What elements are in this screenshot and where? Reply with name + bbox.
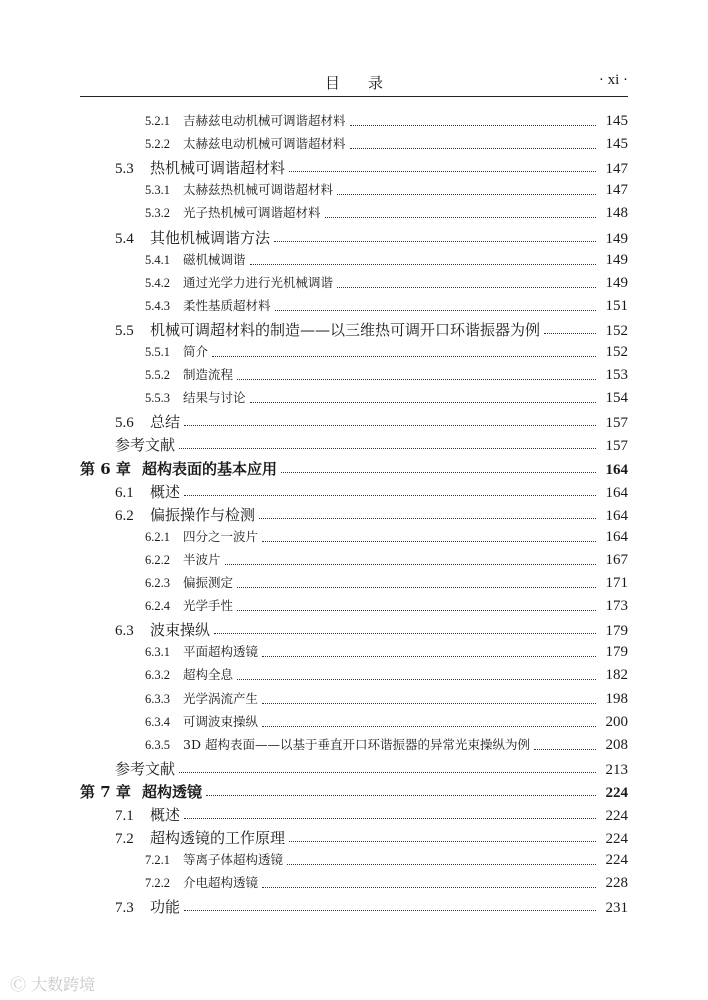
toc-entry-page: 164 <box>605 461 628 478</box>
toc-leader-dots <box>289 160 596 172</box>
toc-entry-number: 5.5.3 <box>145 391 170 406</box>
toc-entry-title: 功能 <box>150 898 181 917</box>
toc-entry-title: 半波片 <box>183 551 221 567</box>
toc-entry-number: 6.3.2 <box>145 668 170 683</box>
toc-entry-page: 208 <box>605 736 628 753</box>
toc-entry <box>0 365 628 387</box>
toc-entry-page: 198 <box>605 690 628 707</box>
toc-entry-title: 超构表面的基本应用 <box>142 459 278 478</box>
toc-entry-page: 224 <box>605 852 628 869</box>
toc-entry-title: 超构全息 <box>183 667 234 683</box>
toc-entry-page: 147 <box>605 161 628 178</box>
toc-entry-number: 7.3 <box>115 900 134 917</box>
toc-entry <box>0 203 628 225</box>
toc-entry-number: 5.4.2 <box>145 275 170 290</box>
toc-entry-number: 7.1 <box>115 808 134 824</box>
toc-entry-title: 超构透镜的工作原理 <box>150 829 286 848</box>
toc-entry-title: 其他机械调谐方法 <box>150 228 271 247</box>
page-number: · xi · <box>598 72 628 88</box>
toc-entry <box>0 388 628 410</box>
toc-entry-number: 6.2 <box>115 507 134 524</box>
toc-entry-number: 6.3.1 <box>145 645 170 660</box>
toc-leader-dots <box>184 807 596 819</box>
toc-entry <box>0 804 628 826</box>
toc-entry-number: 5.4.1 <box>145 252 170 267</box>
toc-entry-number: 6.3.4 <box>145 714 170 729</box>
toc-entry <box>0 296 628 318</box>
toc-entry <box>0 642 628 664</box>
toc-entry-title: 简介 <box>183 344 209 359</box>
toc-entry <box>0 250 628 272</box>
toc-entry <box>0 665 628 687</box>
toc-entry <box>0 712 628 734</box>
toc-leader-dots <box>544 322 596 334</box>
toc-entry-number: 5.5 <box>115 322 134 339</box>
toc-entry-page: 149 <box>605 251 628 268</box>
toc-entry-title: 热机械可调谐超材料 <box>150 159 286 178</box>
watermark-text: 大数跨境 <box>31 975 96 994</box>
toc-entry-title: 机械可调超材料的制造——以三维热可调开口环谐振器为例 <box>150 320 541 339</box>
toc-entry-page: 164 <box>605 507 628 524</box>
toc-entry <box>0 689 628 711</box>
toc-entry-number: 6.1 <box>115 484 134 501</box>
toc-entry-page: 228 <box>605 875 628 892</box>
toc-entry-page: 145 <box>605 113 628 129</box>
toc-entry <box>0 850 628 872</box>
toc-entry-title: 四分之一波片 <box>183 528 259 544</box>
toc-entry-title: 超构透镜 <box>142 782 203 801</box>
toc-entry-page: 182 <box>605 667 628 684</box>
toc-entry-page: 154 <box>605 390 628 407</box>
toc-leader-dots <box>262 530 596 542</box>
toc-leader-dots <box>262 876 596 888</box>
watermark-icon: Ⓒ <box>10 975 27 994</box>
toc-entry <box>0 411 628 433</box>
toc-leader-dots <box>262 692 596 704</box>
toc-entry-page: 171 <box>605 575 628 591</box>
toc-entry <box>0 573 628 595</box>
toc-entry-title: 概述 <box>150 482 181 501</box>
toc-entry-title: 参考文献 <box>115 759 176 778</box>
watermark <box>10 972 95 995</box>
toc-entry-title: 光学涡流产生 <box>183 690 259 706</box>
toc-entry <box>0 596 628 618</box>
toc-entry-number: 5.3.1 <box>145 183 170 198</box>
toc-leader-dots <box>237 576 596 588</box>
toc-leader-dots <box>206 784 596 796</box>
toc-entry-number: 7.2.2 <box>145 876 170 891</box>
toc-entry-title: 柔性基质超材料 <box>183 297 271 313</box>
toc-entry-page: 153 <box>605 367 628 384</box>
toc-leader-dots <box>179 437 596 449</box>
toc-entry <box>0 758 628 780</box>
toc-leader-dots <box>337 183 596 195</box>
toc-leader-dots <box>237 368 596 380</box>
toc-entry-number: 5.4 <box>115 230 134 247</box>
toc-leader-dots <box>325 206 596 218</box>
toc-entry <box>0 504 628 526</box>
toc-entry-page: 151 <box>605 297 628 314</box>
toc-leader-dots <box>262 645 596 657</box>
toc-entry-page: 213 <box>605 761 628 778</box>
toc-entry-number: 6.2.4 <box>145 599 170 614</box>
toc-leader-dots <box>212 345 596 357</box>
toc-entry-number: 6.2.1 <box>145 529 170 544</box>
toc-leader-dots <box>184 414 596 426</box>
page-header <box>80 70 628 97</box>
toc-entry-title: 太赫兹电动机械可调谐超材料 <box>183 136 346 152</box>
toc-entry-title: 参考文献 <box>115 436 176 455</box>
toc-entry-page: 157 <box>605 415 628 432</box>
toc-leader-dots <box>250 391 596 403</box>
toc-entry-title: 通过光学力进行光机械调谐 <box>183 274 334 290</box>
toc-entry <box>0 342 628 364</box>
toc-entry-page: 231 <box>605 900 628 917</box>
toc-entry-title: 结果与讨论 <box>183 390 246 406</box>
toc-entry-title: 偏振操作与检测 <box>150 505 256 524</box>
toc-entry-page: 152 <box>605 322 628 339</box>
toc-entry-number: 5.5.1 <box>145 345 170 359</box>
toc-leader-dots <box>350 137 596 149</box>
toc-entry-title: 光学手性 <box>183 598 234 614</box>
toc-leader-dots <box>534 738 596 750</box>
toc-entry-page: 147 <box>605 182 628 199</box>
toc-entry <box>0 896 628 918</box>
toc-leader-dots <box>237 668 596 680</box>
toc-entry <box>0 458 628 480</box>
toc-entry-page: 148 <box>605 205 628 222</box>
toc-entry-title: 可调波束操纵 <box>183 713 259 729</box>
toc-entry <box>0 134 628 156</box>
toc-entry-number: 5.3 <box>115 161 134 178</box>
toc-entry <box>0 827 628 849</box>
toc-entry <box>0 481 628 503</box>
toc-entry-title: 3D 超构表面——以基于垂直开口环谐振器的异常光束操纵为例 <box>183 736 530 752</box>
toc-entry-title: 磁机械调谐 <box>183 251 246 267</box>
toc-entry-page: 152 <box>605 344 628 360</box>
toc-entry <box>0 180 628 202</box>
toc-entry-title: 介电超构透镜 <box>183 875 259 891</box>
toc-entry <box>0 319 628 341</box>
toc-entry-page: 179 <box>605 644 628 661</box>
toc-entry-number: 5.3.2 <box>145 206 170 221</box>
toc-entry-title: 吉赫兹电动机械可调谐超材料 <box>183 113 346 128</box>
toc-leader-dots <box>287 853 596 865</box>
toc-entry-page: 224 <box>605 784 628 801</box>
toc-entry-page: 167 <box>605 551 628 568</box>
toc-leader-dots <box>237 599 596 611</box>
toc-leader-dots <box>184 899 596 911</box>
toc-leader-dots <box>281 461 596 473</box>
toc-entry <box>0 781 628 803</box>
toc-entry-number: 5.4.3 <box>145 298 170 313</box>
toc-entry-number: 6.3.5 <box>145 737 170 752</box>
toc-entry-number: 5.6 <box>115 415 134 432</box>
toc-entry-title: 波束操纵 <box>150 621 211 640</box>
toc-entry-page: 149 <box>605 230 628 247</box>
toc-entry-number: 6.3 <box>115 623 134 640</box>
toc-entry <box>0 619 628 641</box>
toc-entry-page: 224 <box>605 831 628 848</box>
toc-leader-dots <box>179 761 596 773</box>
toc-leader-dots <box>262 715 596 727</box>
toc-entry-page: 164 <box>605 484 628 501</box>
toc-leader-dots <box>275 299 596 311</box>
toc-entry-page: 149 <box>605 274 628 291</box>
toc-entry-number: 7.2 <box>115 831 134 848</box>
toc-entry <box>0 550 628 572</box>
toc-entry-title: 太赫兹热机械可调谐超材料 <box>183 182 334 198</box>
toc-entry-title: 总结 <box>150 413 181 432</box>
toc-entry-page: 179 <box>605 623 628 640</box>
toc-entry-number: 第 6 章 <box>80 459 131 478</box>
toc-entry-number: 7.2.1 <box>145 853 170 868</box>
toc-entry-number: 5.2.1 <box>145 114 170 128</box>
toc-entry <box>0 273 628 295</box>
toc-entry-title: 概述 <box>150 806 181 824</box>
toc-leader-dots <box>225 553 596 565</box>
toc-leader-dots <box>289 830 596 842</box>
toc-entry <box>0 111 628 133</box>
toc-entry-page: 157 <box>605 438 628 455</box>
toc-leader-dots <box>350 114 596 126</box>
toc-entry <box>0 527 628 549</box>
toc-leader-dots <box>214 622 596 634</box>
toc-entry-title: 等离子体超构透镜 <box>183 852 284 868</box>
toc-entry <box>0 157 628 179</box>
toc-entry-title: 制造流程 <box>183 367 234 383</box>
page-title: 目录 <box>324 74 411 92</box>
toc-entry-title: 光子热机械可调谐超材料 <box>183 205 321 221</box>
toc-entry <box>0 873 628 895</box>
toc-entry <box>0 227 628 249</box>
toc-entry <box>0 735 628 757</box>
toc-entry-page: 145 <box>605 136 628 153</box>
toc-leader-dots <box>274 230 596 242</box>
toc-entry-number: 6.3.3 <box>145 691 170 706</box>
toc-entry-page: 224 <box>605 808 628 824</box>
toc-entry-number: 第 7 章 <box>80 782 131 801</box>
toc-entry <box>0 434 628 456</box>
toc-entry-page: 164 <box>605 528 628 545</box>
toc-entry-number: 6.2.2 <box>145 552 170 567</box>
toc-leader-dots <box>337 276 596 288</box>
toc-leader-dots <box>250 253 596 265</box>
toc-leader-dots <box>259 507 596 519</box>
toc-leader-dots <box>184 484 596 496</box>
toc-entry-page: 173 <box>605 598 628 615</box>
toc-entry-number: 6.2.3 <box>145 576 170 590</box>
toc-entry-title: 平面超构透镜 <box>183 644 259 660</box>
toc-entry-page: 200 <box>605 713 628 730</box>
toc-entry-number: 5.5.2 <box>145 368 170 383</box>
toc-entry-title: 偏振测定 <box>183 575 234 590</box>
toc-entry-number: 5.2.2 <box>145 137 170 152</box>
